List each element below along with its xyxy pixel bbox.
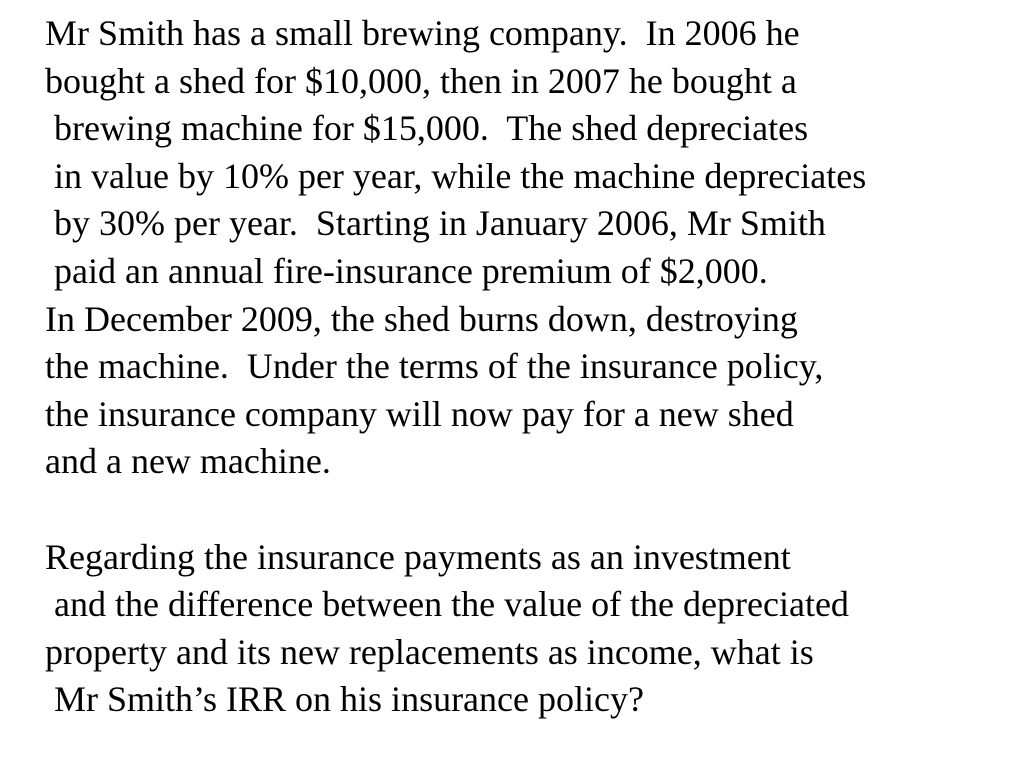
text-line: property and its new replacements as income, what is	[45, 632, 814, 672]
text-line: and the difference between the value of the depreciated	[45, 584, 849, 624]
text-line: in value by 10% per year, while the machine depreciates	[45, 156, 867, 196]
text-line: Mr Smith has a small brewing company. In 2006 he	[45, 13, 800, 53]
text-line: bought a shed for $10,000, then in 2007 he bought a	[45, 61, 797, 101]
text-line: the insurance company will now pay for a new shed	[45, 394, 794, 434]
text-line: brewing machine for $15,000. The shed depreciates	[45, 108, 809, 148]
text-line: Mr Smith’s IRR on his insurance policy?	[45, 679, 644, 719]
text-line: by 30% per year. Starting in January 2006, Mr Smith	[45, 203, 826, 243]
text-line: In December 2009, the shed burns down, destroying	[45, 299, 798, 339]
text-line: paid an annual fire-insurance premium of $2,000.	[45, 251, 768, 291]
text-line: Regarding the insurance payments as an investment	[45, 537, 791, 577]
text-line: the machine. Under the terms of the insurance policy,	[45, 346, 824, 386]
text-line: and a new machine.	[45, 441, 331, 481]
